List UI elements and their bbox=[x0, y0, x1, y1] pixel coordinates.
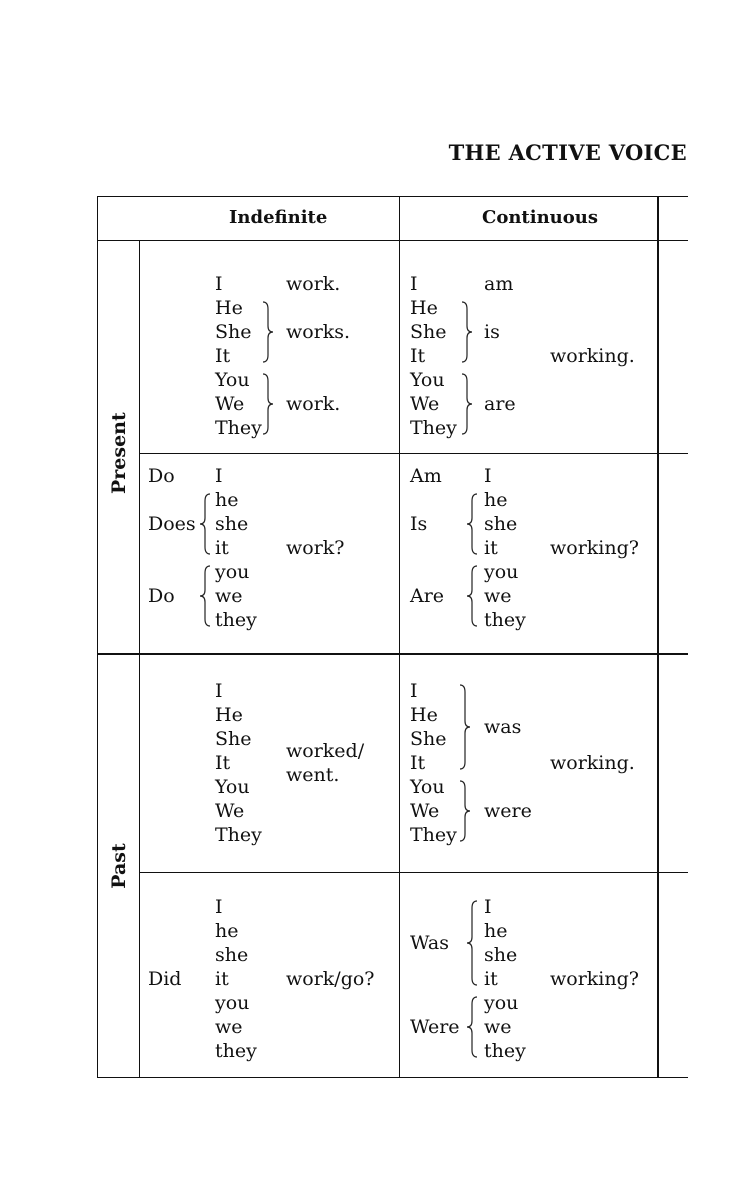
verb: went. bbox=[286, 764, 340, 786]
past-row-divider bbox=[139, 872, 688, 873]
pronoun: we bbox=[484, 585, 512, 607]
auxiliary: Were bbox=[410, 1016, 460, 1038]
pronoun: he bbox=[215, 489, 239, 511]
verb: work/go? bbox=[286, 968, 375, 990]
pronoun: he bbox=[484, 920, 508, 942]
pronoun: I bbox=[215, 896, 223, 918]
pronoun: they bbox=[484, 609, 526, 631]
auxiliary: was bbox=[484, 716, 522, 738]
pronoun: I bbox=[215, 465, 223, 487]
auxiliary: were bbox=[484, 800, 532, 822]
verb: work? bbox=[286, 537, 345, 559]
pronoun: I bbox=[215, 273, 223, 295]
header-bottom-border bbox=[97, 240, 688, 241]
pronoun: it bbox=[215, 537, 229, 559]
right-brace-icon bbox=[461, 373, 473, 435]
participle: working? bbox=[550, 968, 639, 990]
right-brace-icon bbox=[461, 301, 473, 363]
table-bottom-border bbox=[97, 1077, 688, 1078]
table-top-border bbox=[97, 196, 688, 197]
pronoun: We bbox=[215, 800, 245, 822]
pronoun: they bbox=[484, 1040, 526, 1062]
pronoun: She bbox=[410, 728, 447, 750]
pronoun: we bbox=[215, 585, 243, 607]
present-past-divider bbox=[97, 653, 688, 655]
pronoun: He bbox=[410, 704, 438, 726]
pronoun: She bbox=[215, 321, 252, 343]
pronoun: you bbox=[215, 561, 250, 583]
left-brace-icon bbox=[466, 565, 478, 627]
continuous-right-border bbox=[657, 196, 659, 1078]
table-left-border bbox=[97, 196, 98, 1078]
header-indefinite: Indefinite bbox=[229, 207, 328, 228]
pronoun: I bbox=[484, 896, 492, 918]
pronoun: It bbox=[215, 752, 231, 774]
row-label-present: Present bbox=[108, 412, 130, 494]
pronoun: They bbox=[215, 824, 262, 846]
pronoun: she bbox=[215, 944, 249, 966]
right-brace-icon bbox=[459, 684, 471, 770]
pronoun: they bbox=[215, 1040, 257, 1062]
verb: work. bbox=[286, 393, 341, 415]
auxiliary: is bbox=[484, 321, 500, 343]
pronoun: She bbox=[410, 321, 447, 343]
verb: worked/ bbox=[286, 740, 365, 762]
pronoun: He bbox=[215, 704, 243, 726]
right-brace-icon bbox=[262, 373, 274, 435]
pronoun: I bbox=[410, 273, 418, 295]
left-brace-icon bbox=[466, 996, 478, 1058]
verb: works. bbox=[286, 321, 351, 343]
pronoun: You bbox=[215, 776, 250, 798]
pronoun: she bbox=[215, 513, 249, 535]
pronoun: You bbox=[215, 369, 250, 391]
pronoun: You bbox=[410, 776, 445, 798]
pronoun: It bbox=[215, 345, 231, 367]
pronoun: He bbox=[215, 297, 243, 319]
auxiliary: are bbox=[484, 393, 516, 415]
pronoun: it bbox=[215, 968, 229, 990]
pronoun: I bbox=[215, 680, 223, 702]
pronoun: It bbox=[410, 752, 426, 774]
pronoun: we bbox=[484, 1016, 512, 1038]
pronoun: She bbox=[215, 728, 252, 750]
left-brace-icon bbox=[466, 493, 478, 555]
pronoun: I bbox=[484, 465, 492, 487]
auxiliary: Do bbox=[148, 585, 175, 607]
pronoun: you bbox=[215, 992, 250, 1014]
participle: working. bbox=[550, 752, 635, 774]
left-brace-icon bbox=[199, 493, 211, 555]
label-column-border bbox=[139, 240, 140, 1078]
present-row-divider bbox=[139, 453, 688, 454]
pronoun: They bbox=[410, 824, 457, 846]
pronoun: it bbox=[484, 968, 498, 990]
pronoun: he bbox=[484, 489, 508, 511]
pronoun: she bbox=[484, 513, 518, 535]
pronoun: We bbox=[410, 800, 440, 822]
auxiliary: Was bbox=[410, 932, 449, 954]
pronoun: We bbox=[215, 393, 245, 415]
auxiliary: Are bbox=[410, 585, 445, 607]
pronoun: We bbox=[410, 393, 440, 415]
verb: work. bbox=[286, 273, 341, 295]
auxiliary: Do bbox=[148, 465, 175, 487]
pronoun: they bbox=[215, 609, 257, 631]
pronoun: it bbox=[484, 537, 498, 559]
pronoun: she bbox=[484, 944, 518, 966]
pronoun: you bbox=[484, 992, 519, 1014]
page-title: THE ACTIVE VOICE bbox=[448, 140, 687, 165]
auxiliary: Am bbox=[410, 465, 442, 487]
right-brace-icon bbox=[262, 301, 274, 363]
pronoun: They bbox=[410, 417, 457, 439]
auxiliary: Does bbox=[148, 513, 196, 535]
header-continuous: Continuous bbox=[482, 207, 598, 228]
pronoun: you bbox=[484, 561, 519, 583]
row-label-past: Past bbox=[108, 843, 130, 889]
pronoun: we bbox=[215, 1016, 243, 1038]
participle: working. bbox=[550, 345, 635, 367]
auxiliary: am bbox=[484, 273, 514, 295]
pronoun: He bbox=[410, 297, 438, 319]
auxiliary: Is bbox=[410, 513, 428, 535]
pronoun: I bbox=[410, 680, 418, 702]
pronoun: They bbox=[215, 417, 262, 439]
left-brace-icon bbox=[466, 900, 478, 986]
pronoun: It bbox=[410, 345, 426, 367]
right-brace-icon bbox=[459, 780, 471, 842]
left-brace-icon bbox=[199, 565, 211, 627]
pronoun: he bbox=[215, 920, 239, 942]
participle: working? bbox=[550, 537, 639, 559]
indefinite-continuous-border bbox=[399, 196, 400, 1078]
pronoun: You bbox=[410, 369, 445, 391]
auxiliary: Did bbox=[148, 968, 182, 990]
